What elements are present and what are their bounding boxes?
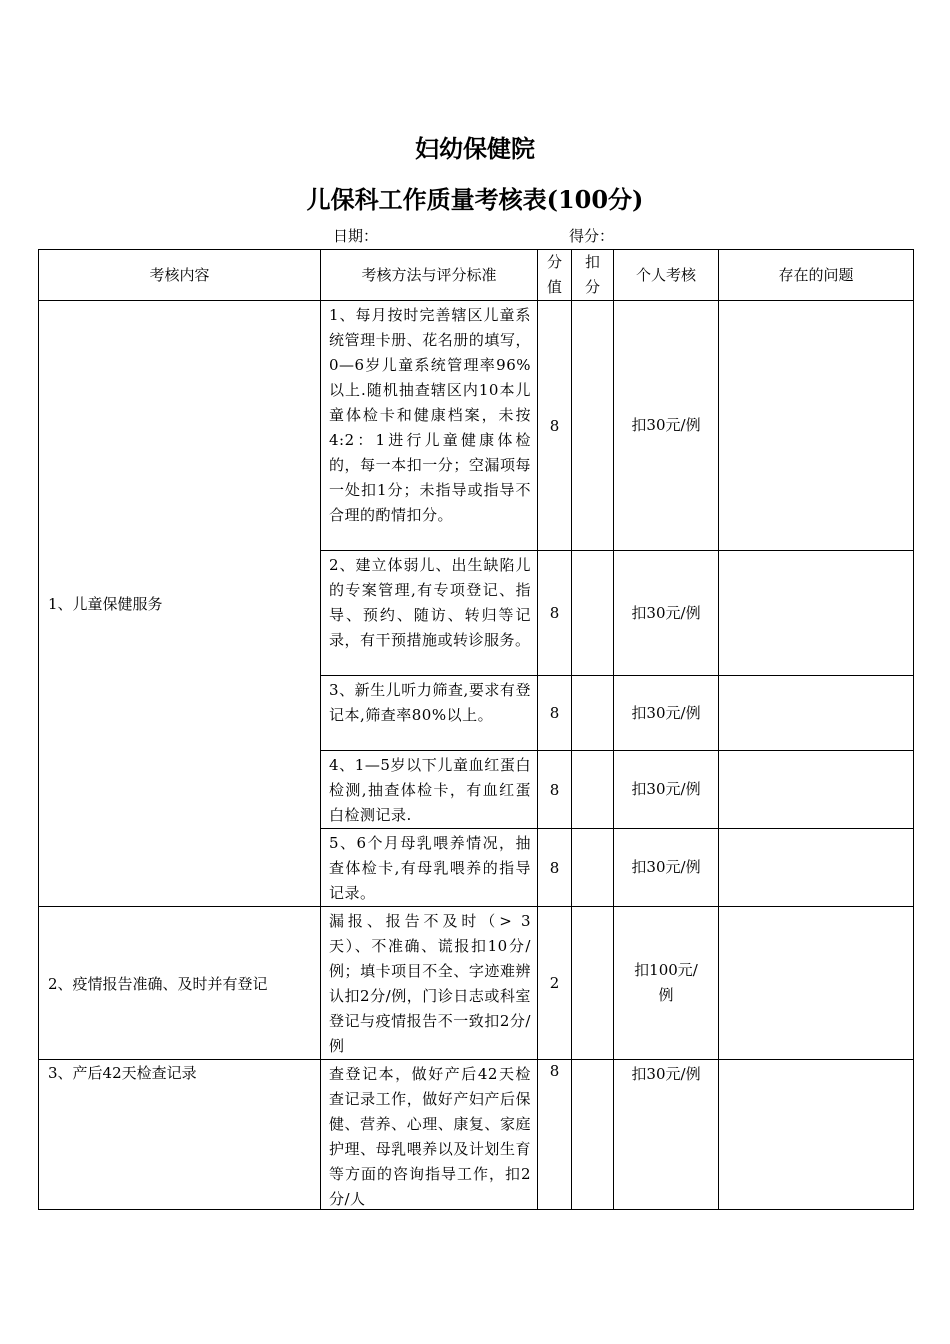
- score-cell: 8: [538, 676, 572, 751]
- deduct-cell[interactable]: [572, 1060, 614, 1210]
- issue-cell[interactable]: [719, 751, 914, 829]
- personal-cell-text: 扣100元/例: [634, 961, 698, 1004]
- score-cell: 8: [538, 751, 572, 829]
- deduct-cell[interactable]: [572, 551, 614, 676]
- header-score-text: 分值: [547, 253, 563, 296]
- date-label: 日期：: [333, 227, 379, 245]
- section-item-2: 2、疫情报告准确、及时并有登记: [39, 907, 321, 1060]
- score-cell: 8: [538, 301, 572, 551]
- issue-cell[interactable]: [719, 551, 914, 676]
- header-score: [538, 250, 572, 301]
- header-deduct: [572, 250, 614, 301]
- deduct-cell[interactable]: [572, 907, 614, 1060]
- score-cell: 8: [538, 829, 572, 907]
- method-cell: 2、建立体弱儿、出生缺陷儿的专案管理,有专项登记、指导、预约、随访、转归等记录，有干预措施或转诊服务。: [321, 551, 538, 676]
- section-item-3: 3、产后42天检查记录: [39, 1060, 321, 1210]
- method-cell: [321, 1060, 538, 1210]
- deduct-cell[interactable]: [572, 829, 614, 907]
- header-personal: 个人考核: [614, 250, 719, 301]
- issue-cell[interactable]: [719, 676, 914, 751]
- table-row: [39, 907, 914, 1060]
- method-cell-text: 查登记本，做好产后42天检查记录工作，做好产妇产后保健、营养、心理、康复、家庭护理、母乳喂养以及计划生育等方面的咨询指导工作，扣2分/人: [329, 1065, 531, 1208]
- personal-cell: [614, 907, 719, 1060]
- section-item-1: 1、儿童保健服务: [39, 301, 321, 907]
- header-issues: 存在的问题: [719, 250, 914, 301]
- deduct-cell[interactable]: [572, 301, 614, 551]
- personal-cell: 扣30元/例: [614, 676, 719, 751]
- score-cell: 2: [538, 907, 572, 1060]
- table-row: [39, 1060, 914, 1210]
- personal-cell: 扣30元/例: [614, 551, 719, 676]
- method-cell: 漏报、报告不及时（> 3天）、不准确、谎报扣10分/例；填卡项目不全、字迹难辨认扣2分/例，门诊日志或科室登记与疫情报告不一致扣2分/例: [321, 907, 538, 1060]
- score-cell: 8: [538, 1060, 572, 1210]
- header-deduct-text: 扣分: [585, 253, 601, 296]
- personal-cell: 扣30元/例: [614, 829, 719, 907]
- method-cell: 1、每月按时完善辖区儿童系统管理卡册、花名册的填写，0—6岁儿童系统管理率96%以上.随机抽查辖区内10本儿童体检卡和健康档案，未按4:2：1进行儿童健康体检的，每一本扣一分；空漏项每一处扣1分；未指导或指导不合理的酌情扣分。: [321, 301, 538, 551]
- deduct-cell[interactable]: [572, 751, 614, 829]
- document-title-org: 妇幼保健院: [415, 134, 535, 163]
- assessment-table: [38, 249, 914, 1210]
- table-header-row: [39, 250, 914, 301]
- method-cell: 3、新生儿听力筛查,要求有登记本,筛查率80%以上。: [321, 676, 538, 751]
- method-cell: 5、6个月母乳喂养情况，抽查体检卡,有母乳喂养的指导记录。: [321, 829, 538, 907]
- document-title-form: 儿保科工作质量考核表(100分): [306, 185, 644, 214]
- method-cell: 4、1—5岁以下儿童血红蛋白检测,抽查体检卡，有血红蛋白检测记录.: [321, 751, 538, 829]
- personal-cell: 扣30元/例: [614, 1060, 719, 1210]
- header-item: 考核内容: [39, 250, 321, 301]
- header-method: 考核方法与评分标准: [321, 250, 538, 301]
- personal-cell: 扣30元/例: [614, 301, 719, 551]
- personal-cell: 扣30元/例: [614, 751, 719, 829]
- table-row: [39, 301, 914, 551]
- issue-cell[interactable]: [719, 301, 914, 551]
- issue-cell[interactable]: [719, 907, 914, 1060]
- score-label: 得分：: [569, 227, 615, 245]
- issue-cell[interactable]: [719, 1060, 914, 1210]
- issue-cell[interactable]: [719, 829, 914, 907]
- score-cell: 8: [538, 551, 572, 676]
- deduct-cell[interactable]: [572, 676, 614, 751]
